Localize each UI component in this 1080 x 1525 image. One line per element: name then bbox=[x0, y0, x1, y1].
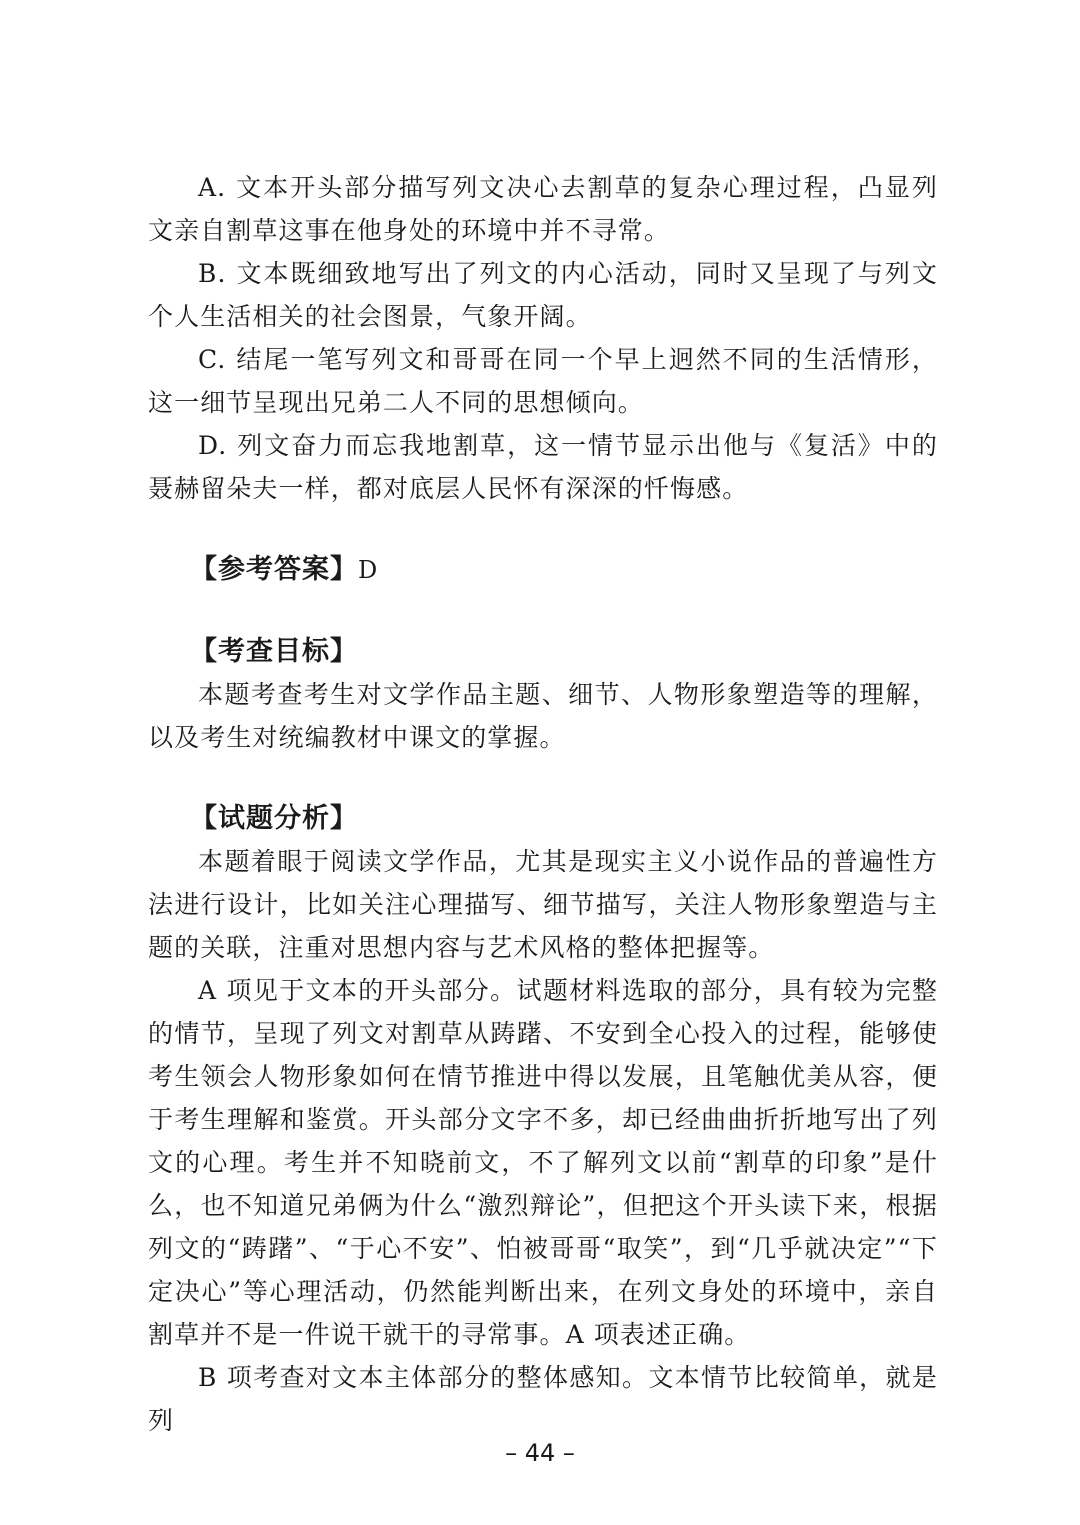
document-page bbox=[148, 166, 938, 1442]
analysis-heading: 【试题分析】 bbox=[190, 803, 358, 834]
answer-value: D bbox=[358, 556, 379, 584]
answer-label: 【参考答案】 bbox=[190, 554, 358, 585]
option-d: D. 列文奋力而忘我地割草，这一情节显示出他与《复活》中的聂赫留朵夫一样，都对底层人民怀有深深的忏悔感。 bbox=[148, 431, 938, 503]
goal-heading: 【考查目标】 bbox=[190, 636, 358, 667]
answer-heading bbox=[148, 548, 938, 592]
option-c: C. 结尾一笔写列文和哥哥在同一个早上迥然不同的生活情形，这一细节呈现出兄弟二人不同的思想倾向。 bbox=[148, 345, 938, 417]
option-a: A. 文本开头部分描写列文决心去割草的复杂心理过程，凸显列文亲自割草这事在他身处的环境中并不寻常。 bbox=[148, 173, 938, 245]
analysis-paragraph-1: 本题着眼于阅读文学作品，尤其是现实主义小说作品的普遍性方法进行设计，比如关注心理描写、细节描写，关注人物形象塑造与主题的关联，注重对思想内容与艺术风格的整体把握等。 bbox=[148, 847, 938, 962]
goal-paragraph: 本题考查考生对文学作品主题、细节、人物形象塑造等的理解，以及考生对统编教材中课文的掌握。 bbox=[148, 680, 938, 752]
page-number: – 44 – bbox=[505, 1439, 575, 1467]
analysis-paragraph-3: B 项考查对文本主体部分的整体感知。文本情节比较简单，就是列 bbox=[148, 1363, 938, 1435]
option-b: B. 文本既细致地写出了列文的内心活动，同时又呈现了与列文个人生活相关的社会图景，气象开阔。 bbox=[148, 259, 938, 331]
analysis-paragraph-2: A 项见于文本的开头部分。试题材料选取的部分，具有较为完整的情节，呈现了列文对割草从踌躇、不安到全心投入的过程，能够使考生领会人物形象如何在情节推进中得以发展，且笔触优美从容，便于考生理解和鉴赏。开头部分文字不多，却已经曲曲折折地写出了列文的心理。考生并不知晓前文，不了解列文以前“割草的印象”是什么，也不知道兄弟俩为什么“激烈辩论”，但把这个开头读下来，根据列文的“踌躇”、“于心不安”、怕被哥哥“取笑”，到“几乎就决定”“下定决心”等心理活动，仍然能判断出来，在列文身处的环境中，亲自割草并不是一件说干就干的寻常事。A 项表述正确。 bbox=[148, 976, 938, 1349]
